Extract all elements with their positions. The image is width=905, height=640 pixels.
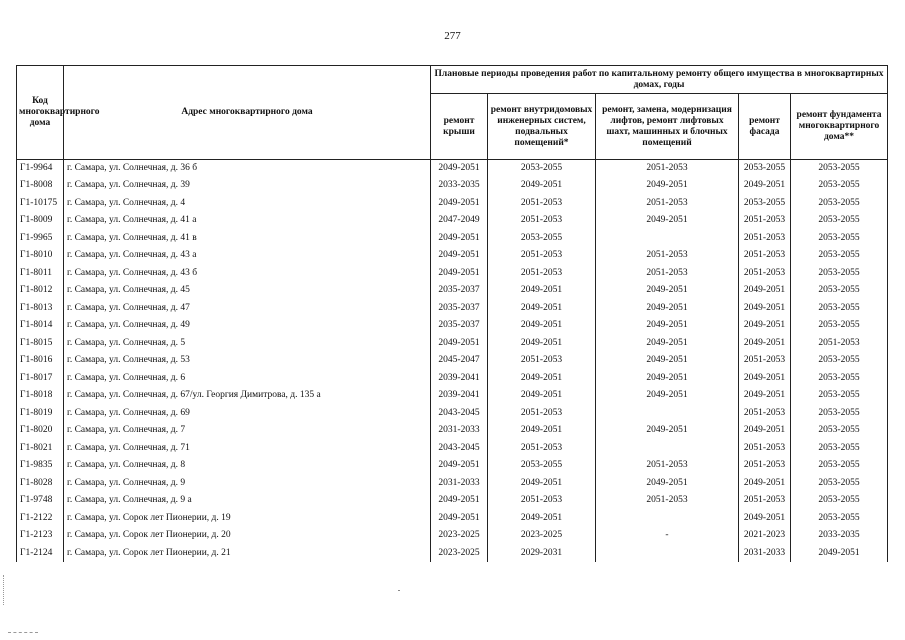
cell-code: Г1-2124 [17,545,64,563]
cell-engineering: 2049-2051 [488,475,596,493]
cell-elevators: 2051-2053 [596,457,739,475]
header-code: Код многоквартирного дома [17,66,64,160]
header-roof: ремонт крыши [431,94,488,160]
cell-foundation: 2053-2055 [791,212,888,230]
cell-foundation: 2053-2055 [791,282,888,300]
cell-elevators: 2049-2051 [596,352,739,370]
cell-facade: 2049-2051 [739,317,791,335]
table-row [17,177,888,195]
cell-address: г. Самара, ул. Сорок лет Пионерии, д. 21 [64,545,431,563]
cell-facade: 2049-2051 [739,335,791,353]
cell-address: г. Самара, ул. Солнечная, д. 5 [64,335,431,353]
cell-facade: 2051-2053 [739,457,791,475]
cell-elevators: 2049-2051 [596,300,739,318]
cell-code: Г1-10175 [17,195,64,213]
cell-foundation: 2053-2055 [791,195,888,213]
cell-address: г. Самара, ул. Солнечная, д. 4 [64,195,431,213]
cell-elevators [596,405,739,423]
cell-engineering: 2051-2053 [488,492,596,510]
table-row [17,247,888,265]
cell-address: г. Самара, ул. Солнечная, д. 39 [64,177,431,195]
cell-engineering: 2051-2053 [488,405,596,423]
cell-elevators: 2051-2053 [596,160,739,178]
cell-roof: 2023-2025 [431,527,488,545]
cell-elevators: 2049-2051 [596,282,739,300]
cell-roof: 2049-2051 [431,247,488,265]
cell-foundation: 2053-2055 [791,475,888,493]
cell-elevators: 2049-2051 [596,335,739,353]
cell-roof: 2031-2033 [431,422,488,440]
cell-foundation: 2053-2055 [791,247,888,265]
cell-address: г. Самара, ул. Солнечная, д. 6 [64,370,431,388]
cell-foundation: 2053-2055 [791,457,888,475]
cell-roof: 2049-2051 [431,492,488,510]
cell-engineering: 2049-2051 [488,317,596,335]
cell-foundation: 2053-2055 [791,230,888,248]
cell-roof: 2049-2051 [431,510,488,528]
cell-facade: 2049-2051 [739,177,791,195]
cell-elevators: 2051-2053 [596,195,739,213]
cell-foundation: 2053-2055 [791,422,888,440]
cell-engineering: 2051-2053 [488,212,596,230]
cell-elevators: 2049-2051 [596,177,739,195]
cell-code: Г1-9965 [17,230,64,248]
cell-engineering: 2029-2031 [488,545,596,563]
cell-address: г. Самара, ул. Солнечная, д. 9 [64,475,431,493]
scan-dot [398,590,400,591]
cell-roof: 2049-2051 [431,335,488,353]
cell-foundation: 2049-2051 [791,545,888,563]
cell-roof: 2049-2051 [431,457,488,475]
header-elevators: ремонт, замена, модернизация лифтов, ремонт лифтовых шахт, машинных и блочных помещений [596,94,739,160]
cell-facade: 2051-2053 [739,247,791,265]
cell-address: г. Самара, ул. Солнечная, д. 9 а [64,492,431,510]
header-facade: ремонт фасада [739,94,791,160]
cell-address: г. Самара, ул. Солнечная, д. 7 [64,422,431,440]
cell-engineering: 2053-2055 [488,230,596,248]
cell-code: Г1-2122 [17,510,64,528]
cell-address: г. Самара, ул. Солнечная, д. 41 в [64,230,431,248]
cell-elevators: 2051-2053 [596,247,739,265]
table-row [17,212,888,230]
table-row [17,457,888,475]
cell-foundation: 2053-2055 [791,370,888,388]
repair-schedule-table [16,65,888,562]
cell-roof: 2049-2051 [431,160,488,178]
cell-roof: 2039-2041 [431,370,488,388]
cell-facade: 2021-2023 [739,527,791,545]
cell-address: г. Самара, ул. Солнечная, д. 41 а [64,212,431,230]
cell-code: Г1-9964 [17,160,64,178]
cell-foundation: 2053-2055 [791,387,888,405]
cell-elevators: 2049-2051 [596,422,739,440]
cell-engineering: 2051-2053 [488,352,596,370]
table-body [17,160,888,563]
cell-engineering: 2049-2051 [488,282,596,300]
cell-address: г. Самара, ул. Солнечная, д. 53 [64,352,431,370]
cell-elevators: 2049-2051 [596,387,739,405]
table-row [17,527,888,545]
cell-roof: 2039-2041 [431,387,488,405]
cell-address: г. Самара, ул. Солнечная, д. 67/ул. Георгия Димитрова, д. 135 а [64,387,431,405]
table-row [17,440,888,458]
cell-address: г. Самара, ул. Солнечная, д. 71 [64,440,431,458]
cell-foundation: 2053-2055 [791,177,888,195]
cell-engineering: 2051-2053 [488,195,596,213]
cell-facade: 2053-2055 [739,160,791,178]
cell-roof: 2033-2035 [431,177,488,195]
cell-facade: 2049-2051 [739,387,791,405]
cell-facade: 2053-2055 [739,195,791,213]
cell-engineering: 2051-2053 [488,265,596,283]
cell-facade: 2049-2051 [739,510,791,528]
cell-address: г. Самара, ул. Солнечная, д. 43 б [64,265,431,283]
cell-engineering: 2051-2053 [488,440,596,458]
cell-roof: 2047-2049 [431,212,488,230]
cell-foundation: 2051-2053 [791,335,888,353]
cell-foundation: 2053-2055 [791,317,888,335]
table-row [17,300,888,318]
cell-roof: 2035-2037 [431,282,488,300]
cell-facade: 2049-2051 [739,475,791,493]
table-row [17,195,888,213]
table-row [17,545,888,563]
header-foundation: ремонт фундамента многоквартирного дома** [791,94,888,160]
cell-elevators: 2049-2051 [596,317,739,335]
cell-roof: 2043-2045 [431,440,488,458]
cell-foundation: 2053-2055 [791,160,888,178]
cell-facade: 2051-2053 [739,440,791,458]
cell-facade: 2051-2053 [739,230,791,248]
cell-foundation: 2053-2055 [791,440,888,458]
cell-roof: 2049-2051 [431,230,488,248]
cell-code: Г1-9748 [17,492,64,510]
cell-code: Г1-8010 [17,247,64,265]
cell-engineering: 2053-2055 [488,457,596,475]
header-planned-periods: Плановые периоды проведения работ по капитальному ремонту общего имущества в многоквартирных домах, годы [431,66,888,94]
cell-roof: 2023-2025 [431,545,488,563]
margin-mark [3,575,12,605]
table-row [17,230,888,248]
cell-address: г. Самара, ул. Солнечная, д. 43 а [64,247,431,265]
cell-engineering: 2051-2053 [488,247,596,265]
cell-foundation: 2053-2055 [791,300,888,318]
cell-elevators: 2049-2051 [596,475,739,493]
cell-address: г. Самара, ул. Солнечная, д. 49 [64,317,431,335]
cell-roof: 2035-2037 [431,300,488,318]
cell-engineering: 2049-2051 [488,510,596,528]
cell-address: г. Самара, ул. Сорок лет Пионерии, д. 19 [64,510,431,528]
cell-engineering: 2049-2051 [488,300,596,318]
cell-address: г. Самара, ул. Солнечная, д. 36 б [64,160,431,178]
cell-code: Г1-8013 [17,300,64,318]
cell-engineering: 2049-2051 [488,177,596,195]
cell-facade: 2049-2051 [739,370,791,388]
cell-elevators [596,440,739,458]
cell-engineering: 2049-2051 [488,370,596,388]
cell-address: г. Самара, ул. Солнечная, д. 8 [64,457,431,475]
cell-elevators: 2051-2053 [596,492,739,510]
cell-code: Г1-8014 [17,317,64,335]
cell-foundation: 2053-2055 [791,405,888,423]
cell-elevators: - [596,527,739,545]
table-row [17,387,888,405]
cell-roof: 2043-2045 [431,405,488,423]
header-engineering: ремонт внутридомовых инженерных систем, подвальных помещений* [488,94,596,160]
cell-code: Г1-8021 [17,440,64,458]
cell-address: г. Самара, ул. Солнечная, д. 69 [64,405,431,423]
cell-roof: 2045-2047 [431,352,488,370]
cell-elevators [596,510,739,528]
cell-code: Г1-8008 [17,177,64,195]
header-address: Адрес многоквартирного дома [64,66,431,160]
table-row [17,422,888,440]
cell-engineering: 2023-2025 [488,527,596,545]
bottom-mark [8,632,38,633]
table-row [17,282,888,300]
cell-foundation: 2053-2055 [791,510,888,528]
cell-code: Г1-2123 [17,527,64,545]
cell-engineering: 2049-2051 [488,335,596,353]
page-number: 277 [444,30,461,42]
table-row [17,335,888,353]
table-row [17,352,888,370]
cell-address: г. Самара, ул. Сорок лет Пионерии, д. 20 [64,527,431,545]
cell-roof: 2049-2051 [431,195,488,213]
cell-elevators: 2049-2051 [596,370,739,388]
table-row [17,265,888,283]
table-row [17,475,888,493]
cell-elevators [596,230,739,248]
cell-facade: 2031-2033 [739,545,791,563]
table-row [17,317,888,335]
cell-foundation: 2053-2055 [791,492,888,510]
table-row [17,160,888,178]
cell-roof: 2035-2037 [431,317,488,335]
cell-elevators: 2051-2053 [596,265,739,283]
cell-facade: 2051-2053 [739,492,791,510]
cell-code: Г1-8015 [17,335,64,353]
table-row [17,405,888,423]
cell-code: Г1-8019 [17,405,64,423]
cell-facade: 2049-2051 [739,282,791,300]
cell-facade: 2051-2053 [739,265,791,283]
table-row [17,370,888,388]
cell-facade: 2051-2053 [739,352,791,370]
cell-code: Г1-8020 [17,422,64,440]
cell-facade: 2049-2051 [739,300,791,318]
table-row [17,510,888,528]
cell-code: Г1-8018 [17,387,64,405]
cell-code: Г1-8011 [17,265,64,283]
cell-code: Г1-9835 [17,457,64,475]
cell-code: Г1-8016 [17,352,64,370]
cell-engineering: 2049-2051 [488,387,596,405]
cell-elevators: 2049-2051 [596,212,739,230]
cell-facade: 2051-2053 [739,405,791,423]
cell-engineering: 2053-2055 [488,160,596,178]
cell-address: г. Самара, ул. Солнечная, д. 45 [64,282,431,300]
cell-facade: 2049-2051 [739,422,791,440]
cell-roof: 2049-2051 [431,265,488,283]
cell-foundation: 2053-2055 [791,352,888,370]
cell-foundation: 2033-2035 [791,527,888,545]
cell-code: Г1-8017 [17,370,64,388]
cell-code: Г1-8009 [17,212,64,230]
cell-engineering: 2049-2051 [488,422,596,440]
cell-elevators [596,545,739,563]
cell-code: Г1-8028 [17,475,64,493]
cell-address: г. Самара, ул. Солнечная, д. 47 [64,300,431,318]
cell-roof: 2031-2033 [431,475,488,493]
cell-code: Г1-8012 [17,282,64,300]
table-row [17,492,888,510]
cell-foundation: 2053-2055 [791,265,888,283]
cell-facade: 2051-2053 [739,212,791,230]
